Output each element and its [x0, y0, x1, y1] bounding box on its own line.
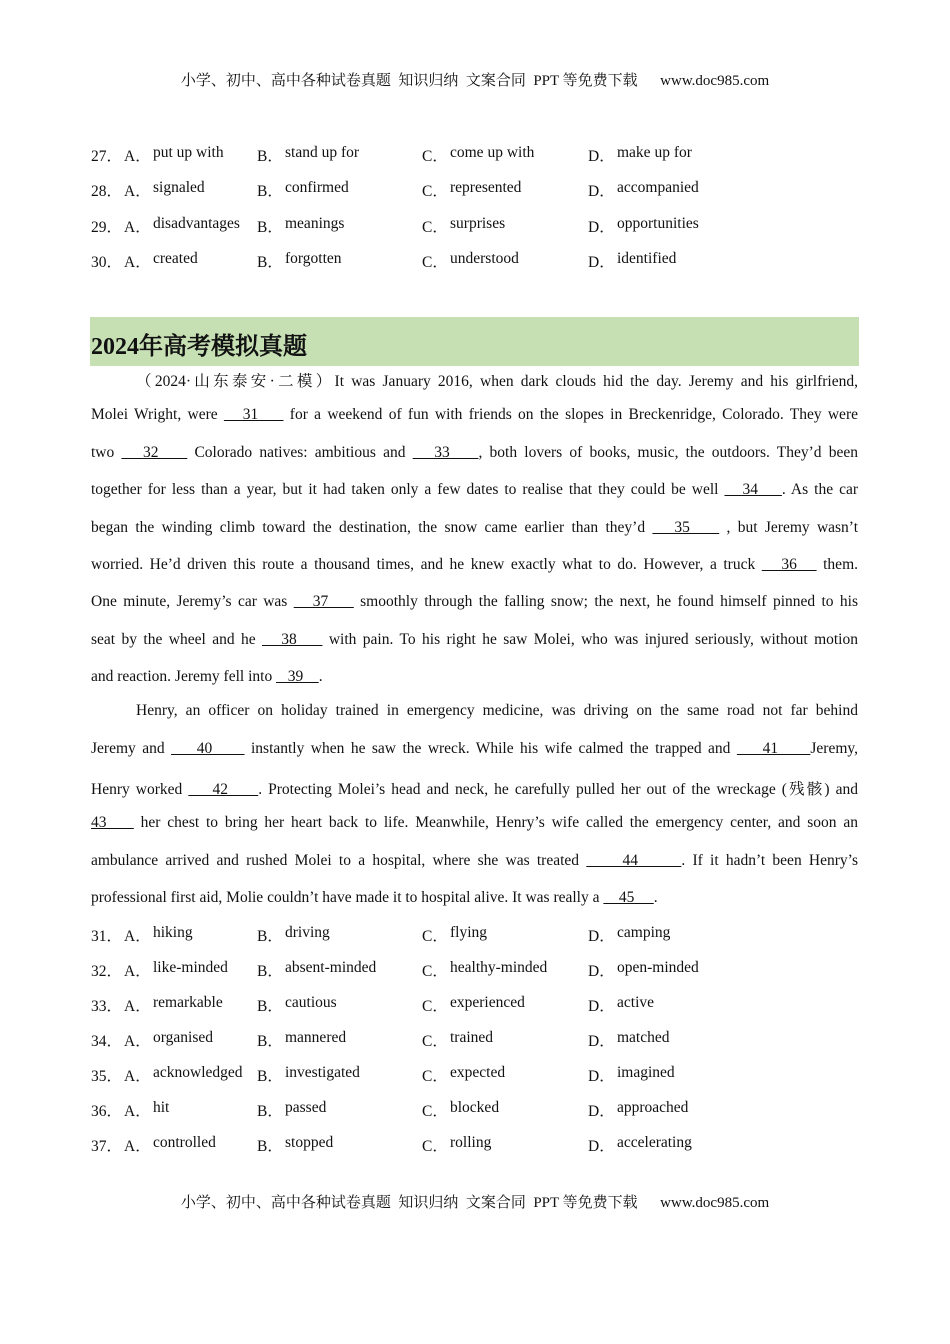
option-letter: D． [588, 253, 615, 271]
option-letter: D． [588, 963, 615, 980]
option-d: matched [617, 1029, 670, 1046]
passage-text: . Protecting Molei’s head and neck, he carefully pulled her out of the wreckage (残骸) and [258, 781, 858, 798]
option-letter: A． [124, 1033, 151, 1050]
option-b: investigated [285, 1064, 360, 1081]
option-letter: A． [124, 928, 151, 945]
passage-text: . [653, 889, 658, 906]
passage-text: One minute, Jeremy’s car was [91, 593, 294, 610]
option-d: opportunities [617, 214, 699, 232]
passage-line [91, 889, 858, 907]
option-b: stopped [285, 1134, 334, 1151]
option-b: absent-minded [285, 959, 377, 976]
passage-line [91, 631, 858, 649]
option-letter: C． [422, 1033, 448, 1050]
page-header: 小学、初中、高中各种试卷真题 知识归纳 文案合同 PPT 等免费下载 www.doc985.com [180, 73, 770, 89]
passage-text: . [318, 668, 323, 685]
option-letter: C． [422, 183, 448, 201]
option-b: forgotten [285, 249, 342, 267]
option-d: imagined [617, 1064, 675, 1081]
passage-text: professional first aid, Molie couldn’t have made it to hospital alive. It was really a [91, 889, 604, 906]
passage-text: Henry worked [91, 781, 189, 798]
section-title: 2024年高考模拟真题 [91, 334, 307, 360]
option-letter: A． [124, 998, 151, 1015]
option-c: come up with [450, 144, 535, 161]
option-letter: A． [124, 183, 151, 201]
passage-text: , but Jeremy wasn’t [719, 519, 858, 536]
option-a: created [153, 249, 198, 267]
answer-blank: 45 [603, 889, 654, 906]
option-a: organised [153, 1029, 213, 1046]
answer-blank: 38 [262, 631, 323, 648]
option-letter: C． [422, 253, 448, 271]
passage-text: Colorado natives: ambitious and [187, 444, 413, 461]
option-letter: D． [588, 928, 615, 945]
option-letter: D． [588, 183, 615, 201]
option-c: understood [450, 249, 519, 267]
passage-text: . As the car [781, 481, 858, 498]
option-letter: D． [588, 1068, 615, 1085]
answer-blank: 35 [652, 519, 720, 536]
passage-text: Jeremy, [810, 740, 859, 757]
question-number: 32． [91, 963, 123, 980]
option-letter: A． [124, 1103, 151, 1120]
option-c: flying [450, 924, 488, 941]
passage-text: （2024·山东泰安·二模）It was January 2016, when dark clouds hid the day. Jeremy and his girlfriend, [136, 373, 858, 390]
option-d: accompanied [617, 179, 699, 197]
answer-blank: 37 [293, 593, 354, 610]
passage-text: Molei Wright, were [91, 406, 224, 423]
option-c: blocked [450, 1099, 500, 1116]
passage-line [91, 481, 858, 499]
passage-text: together for less than a year, but it had taken only a few dates to realise that they could be well [91, 481, 725, 498]
option-letter: D． [588, 998, 615, 1015]
option-c: trained [450, 1029, 494, 1046]
passage-text: seat by the wheel and he [91, 631, 263, 648]
passage-text: worried. He’d driven this route a thousand times, and he knew exactly what to do. However, a truck [91, 556, 762, 573]
option-d: make up for [617, 144, 692, 161]
option-letter: A． [124, 253, 151, 271]
answer-blank: 43 [91, 814, 134, 831]
passage-text: and reaction. Jeremy fell into [91, 668, 277, 685]
section-banner [90, 317, 859, 366]
option-c: represented [450, 179, 522, 197]
option-letter: D． [588, 1103, 615, 1120]
option-d: approached [617, 1099, 689, 1116]
answer-blank: 41 [736, 740, 811, 757]
option-letter: B． [257, 218, 283, 236]
option-b: passed [285, 1099, 327, 1116]
question-number: 34． [91, 1033, 123, 1050]
option-letter: B． [257, 1138, 283, 1155]
option-letter: C． [422, 963, 448, 980]
option-a: controlled [153, 1134, 216, 1151]
option-letter: C． [422, 1103, 448, 1120]
option-b: cautious [285, 994, 337, 1011]
passage-line [91, 852, 858, 870]
option-letter: B． [257, 1033, 283, 1050]
answer-blank: 44 [586, 852, 682, 869]
option-a: signaled [153, 179, 205, 197]
option-letter: B． [257, 1068, 283, 1085]
question-number: 28． [91, 183, 123, 201]
passage-line [91, 406, 858, 424]
question-number: 30． [91, 253, 123, 271]
passage-text: them. [816, 556, 858, 573]
option-letter: B． [257, 928, 283, 945]
passage-line [91, 740, 858, 758]
answer-blank: 32 [121, 444, 188, 461]
answer-blank: 34 [724, 481, 782, 498]
option-letter: B． [257, 148, 283, 165]
option-a: put up with [153, 144, 224, 161]
passage-line [91, 777, 858, 799]
passage-text: Henry, an officer on holiday trained in emergency medicine, was driving on the same road not far behind [136, 702, 858, 719]
option-letter: D． [588, 148, 615, 165]
option-a: acknowledged [153, 1064, 243, 1081]
passage-text: . If it hadn’t been Henry’s [681, 852, 858, 869]
option-letter: B． [257, 963, 283, 980]
passage-text: with pain. To his right he saw Molei, who was injured seriously, without motion [322, 631, 858, 648]
passage-line [91, 814, 858, 832]
option-letter: C． [422, 928, 448, 945]
option-letter: B． [257, 253, 283, 271]
option-letter: C． [422, 1068, 448, 1085]
passage-text: her chest to bring her heart back to life. Meanwhile, Henry’s wife called the emergency center, and soon an [133, 814, 858, 831]
passage-line [91, 593, 858, 611]
passage-text: began the winding climb toward the destination, the snow came earlier than they’d [91, 519, 653, 536]
option-c: surprises [450, 214, 506, 232]
option-letter: C． [422, 148, 448, 165]
passage-line [91, 519, 858, 537]
option-d: active [617, 994, 655, 1011]
option-a: like-minded [153, 959, 228, 976]
option-d: open-minded [617, 959, 699, 976]
option-letter: B． [257, 1103, 283, 1120]
option-letter: C． [422, 1138, 448, 1155]
option-b: driving [285, 924, 330, 941]
option-a: hiking [153, 924, 193, 941]
passage-line [136, 702, 858, 720]
passage-text: for a weekend of fun with friends on the slopes in Breckenridge, Colorado. They were [283, 406, 858, 423]
option-b: confirmed [285, 179, 349, 197]
option-letter: B． [257, 998, 283, 1015]
option-c: experienced [450, 994, 525, 1011]
option-letter: A． [124, 1138, 151, 1155]
option-a: disadvantages [153, 214, 240, 232]
option-letter: D． [588, 1138, 615, 1155]
option-letter: A． [124, 1068, 151, 1085]
passage-text: ambulance arrived and rushed Molei to a hospital, where she was treated [91, 852, 587, 869]
question-number: 33． [91, 998, 123, 1015]
option-letter: A． [124, 963, 151, 980]
page-footer: 小学、初中、高中各种试卷真题 知识归纳 文案合同 PPT 等免费下载 www.doc985.com [180, 1195, 770, 1211]
option-letter: A． [124, 218, 151, 236]
option-d: accelerating [617, 1134, 692, 1151]
option-letter: A． [124, 148, 151, 165]
option-d: identified [617, 249, 677, 267]
question-number: 31． [91, 928, 123, 945]
passage-text: Jeremy and [91, 740, 172, 757]
option-letter: B． [257, 183, 283, 201]
answer-blank: 33 [412, 444, 479, 461]
answer-blank: 42 [188, 781, 259, 798]
option-b: meanings [285, 214, 345, 232]
question-number: 35． [91, 1068, 123, 1085]
passage-line [91, 556, 858, 574]
option-d: camping [617, 924, 671, 941]
option-letter: C． [422, 998, 448, 1015]
option-c: expected [450, 1064, 506, 1081]
answer-blank: 39 [276, 668, 319, 685]
answer-blank: 31 [223, 406, 284, 423]
option-letter: D． [588, 1033, 615, 1050]
passage-text: instantly when he saw the wreck. While his wife calmed the trapped and [244, 740, 737, 757]
passage-line [91, 668, 858, 686]
option-a: hit [153, 1099, 170, 1116]
question-number: 37． [91, 1138, 123, 1155]
answer-blank: 40 [171, 740, 245, 757]
passage-text: , both lovers of books, music, the outdoors. They’d been [478, 444, 858, 461]
question-number: 29． [91, 218, 123, 236]
passage-line [91, 444, 858, 462]
option-letter: C． [422, 218, 448, 236]
passage-text: smoothly through the falling snow; the next, he found himself pinned to his [353, 593, 859, 610]
passage-text: two [91, 444, 122, 461]
question-number: 27． [91, 148, 123, 165]
option-b: stand up for [285, 144, 360, 161]
passage-line [136, 369, 858, 391]
option-c: rolling [450, 1134, 492, 1151]
question-number: 36． [91, 1103, 123, 1120]
option-a: remarkable [153, 994, 223, 1011]
option-c: healthy-minded [450, 959, 548, 976]
option-b: mannered [285, 1029, 347, 1046]
option-letter: D． [588, 218, 615, 236]
answer-blank: 36 [761, 556, 817, 573]
